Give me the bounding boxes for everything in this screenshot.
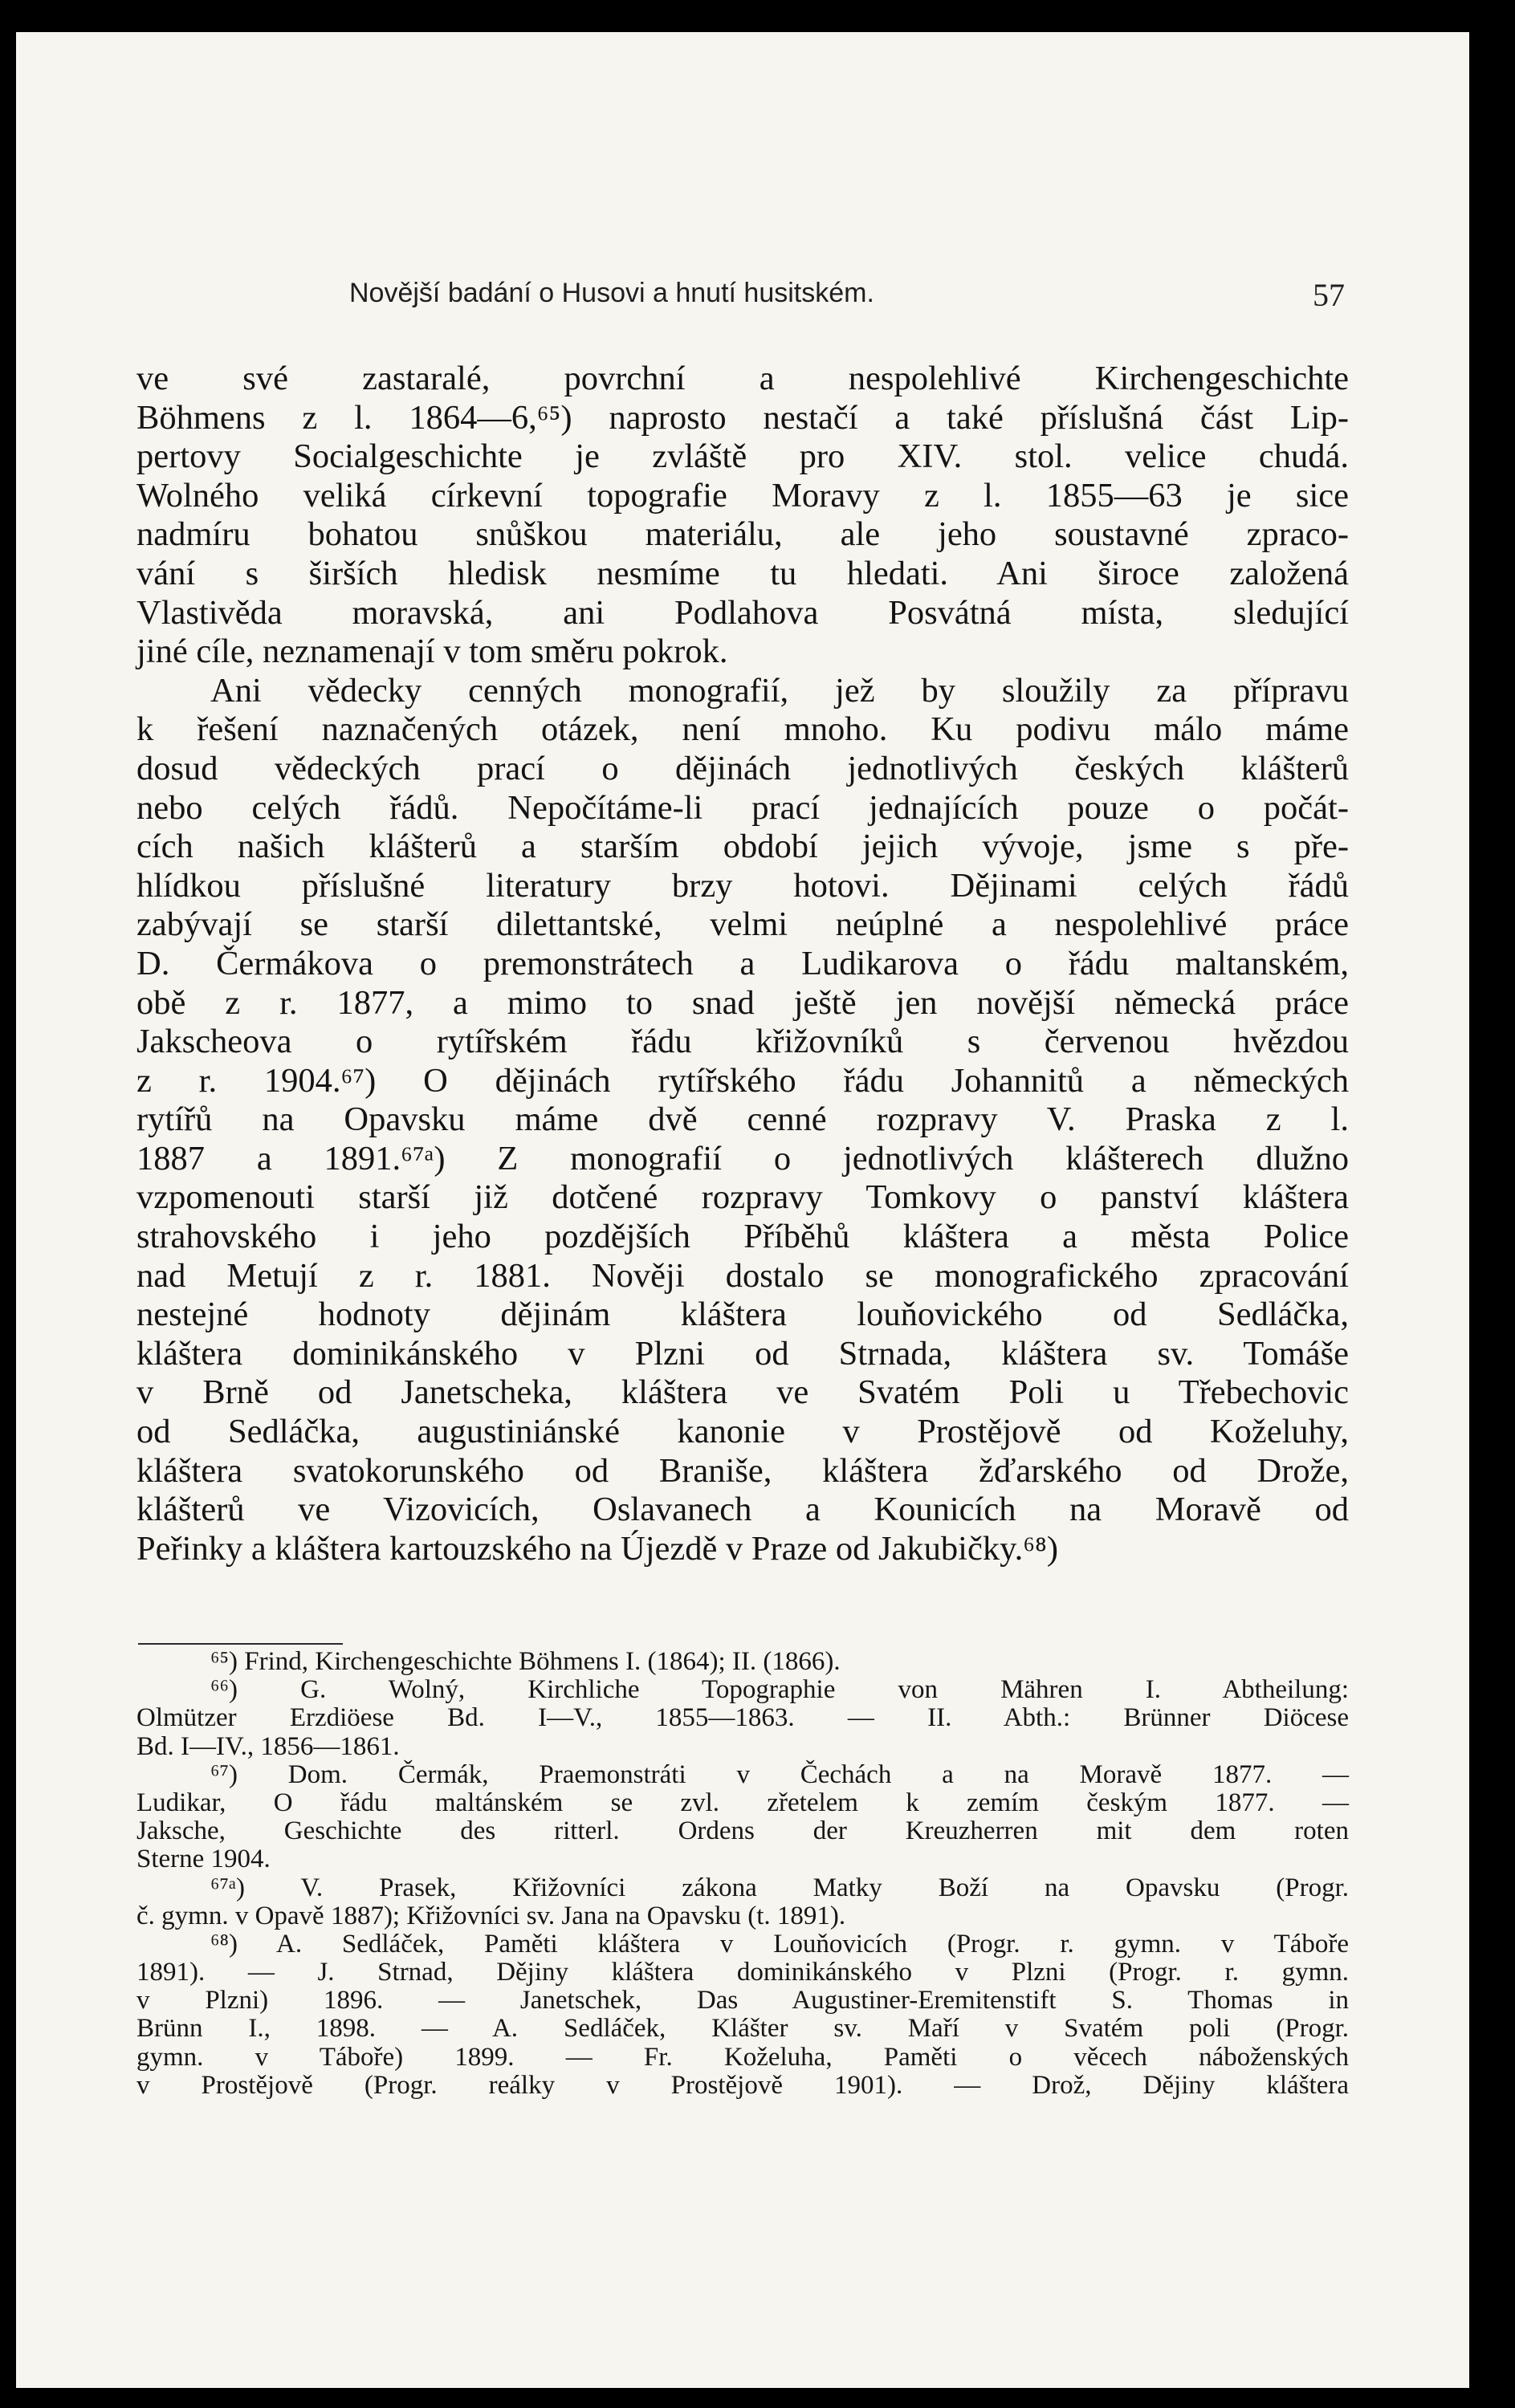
running-title: Novější badání o Husovi a hnutí husitském. (349, 278, 874, 308)
body-line: nad Metují z r. 1881. Nověji dostalo se monografického zpracování (136, 1256, 1349, 1295)
body-line: k řešení naznačených otázek, není mnoho. Ku podivu málo máme (136, 710, 1349, 749)
footnote-line: v Prostějově (Progr. reálky v Prostějově 1901). — Drož, Dějiny kláštera (136, 2070, 1349, 2100)
footnote-line: Sterne 1904. (136, 1845, 271, 1874)
body-line: kláštera dominikánského v Plzni od Strnada, kláštera sv. Tomáše (136, 1334, 1349, 1373)
footnote-line: Olmützer Erzdiöese Bd. I—V., 1855—1863. — II. Abth.: Brünner Diöcese (136, 1703, 1349, 1733)
body-line: vání s širších hledisk nesmíme tu hledati. Ani široce založená (136, 554, 1349, 592)
running-header (349, 270, 1345, 318)
body-line: nadmíru bohatou snůškou materiálu, ale jeho soustavné zpraco- (136, 515, 1349, 554)
footnote-line: ⁶⁷ᵃ) V. Prasek, Křižovníci zákona Matky Boží na Opavsku (Progr. (210, 1873, 1349, 1902)
page-number: 57 (1313, 277, 1345, 313)
footnote-rule (138, 1643, 343, 1645)
body-line: Böhmens z l. 1864—6,⁶⁵) naprosto nestačí a také příslušná část Lip- (136, 398, 1349, 437)
footnote-line: ⁶⁸) A. Sedláček, Paměti kláštera v Louňovicích (Progr. r. gymn. v Táboře (210, 1929, 1349, 1959)
body-line: Vlastivěda moravská, ani Podlahova Posvátná místa, sledující (136, 593, 1349, 632)
body-line: cích našich klášterů a starším období jejich vývoje, jsme s pře- (136, 828, 1349, 866)
body-line: od Sedláčka, augustiniánské kanonie v Prostějově od Koželuhy, (136, 1413, 1349, 1451)
footnote-line: Bd. I—IV., 1856—1861. (136, 1731, 400, 1761)
body-line: zabývají se starší dilettantské, velmi neúplné a nespolehlivé práce (136, 905, 1349, 944)
footnote-line: ⁶⁷) Dom. Čermák, Praemonstráti v Čechách a na Moravě 1877. — (210, 1759, 1349, 1789)
body-line: strahovského i jeho pozdějších Příběhů kláštera a města Police (136, 1218, 1349, 1256)
footnote-line: v Plzni) 1896. — Janetschek, Das Augustiner-Eremitenstift S. Thomas in (136, 1986, 1349, 2015)
body-line: klášterů ve Vizovicích, Oslavanech a Kounicích na Moravě od (136, 1491, 1349, 1529)
body-line: nestejné hodnoty dějinám kláštera louňovického od Sedláčka, (136, 1296, 1349, 1334)
footnote-line: gymn. v Táboře) 1899. — Fr. Koželuha, Paměti o věcech náboženských (136, 2042, 1349, 2072)
footnote-line: Ludikar, O řádu maltánském se zvl. zřetelem k zemím českým 1877. — (136, 1788, 1349, 1817)
footnote-line: 1891). — J. Strnad, Dějiny kláštera dominikánského v Plzni (Progr. r. gymn. (136, 1958, 1349, 1987)
footnotes (136, 1648, 1349, 2100)
body-line: ve své zastaralé, povrchní a nespolehlivé Kirchengeschichte (136, 360, 1349, 397)
body-line: hlídkou příslušné literatury brzy hotovi. Dějinami celých řádů (136, 866, 1349, 905)
footnote-line: ⁶⁶) G. Wolný, Kirchliche Topographie von Mähren I. Abtheilung: (210, 1675, 1349, 1705)
footnote-line: č. gymn. v Opavě 1887); Křižovníci sv. Jana na Opavsku (t. 1891). (136, 1901, 846, 1930)
body-line: v Brně od Janetscheka, kláštera ve Svatém Poli u Třebechovic (136, 1373, 1349, 1412)
book-page (16, 32, 1469, 2388)
body-line: jiné cíle, neznamenají v tom směru pokrok. (136, 633, 728, 671)
body-line: Jakscheova o rytířském řádu křižovníků s červenou hvězdou (136, 1023, 1349, 1061)
body-line: nebo celých řádů. Nepočítáme-li prací jednajících pouze o počát- (136, 788, 1349, 827)
body-line: pertovy Socialgeschichte je zvláště pro XIV. stol. velice chudá. (136, 437, 1349, 476)
body-line: Ani vědecky cenných monografií, jež by sloužily za přípravu (210, 671, 1349, 710)
body-line: z r. 1904.⁶⁷) O dějinách rytířského řádu Johannitů a německých (136, 1061, 1349, 1100)
body-line: Wolného veliká církevní topografie Moravy z l. 1855—63 je sice (136, 476, 1349, 515)
footnote-line: Brünn I., 1898. — A. Sedláček, Klášter sv. Maří v Svatém poli (Progr. (136, 2014, 1349, 2044)
footnote-line: ⁶⁵) Frind, Kirchengeschichte Böhmens I. (1864); II. (1866). (210, 1647, 841, 1676)
body-line: 1887 a 1891.⁶⁷ᵃ) Z monografií o jednotlivých klášterech dlužno (136, 1139, 1349, 1178)
body-line: Peřinky a kláštera kartouzského na Újezdě v Praze od Jakubičky.⁶⁸) (136, 1529, 1058, 1568)
body-line: rytířů na Opavsku máme dvě cenné rozpravy V. Praska z l. (136, 1100, 1349, 1139)
body-line: kláštera svatokorunského od Braniše, kláštera žďarského od Drože, (136, 1451, 1349, 1490)
body-text (136, 360, 1349, 1568)
body-line: D. Čermákova o premonstrátech a Ludikarova o řádu maltanském, (136, 944, 1349, 982)
body-line: obě z r. 1877, a mimo to snad ještě jen novější německá práce (136, 983, 1349, 1022)
body-line: vzpomenouti starší již dotčené rozpravy Tomkovy o panství kláštera (136, 1178, 1349, 1217)
body-line: dosud vědeckých prací o dějinách jednotlivých českých klášterů (136, 749, 1349, 787)
footnote-line: Jaksche, Geschichte des ritterl. Ordens der Kreuzherren mit dem roten (136, 1816, 1349, 1846)
